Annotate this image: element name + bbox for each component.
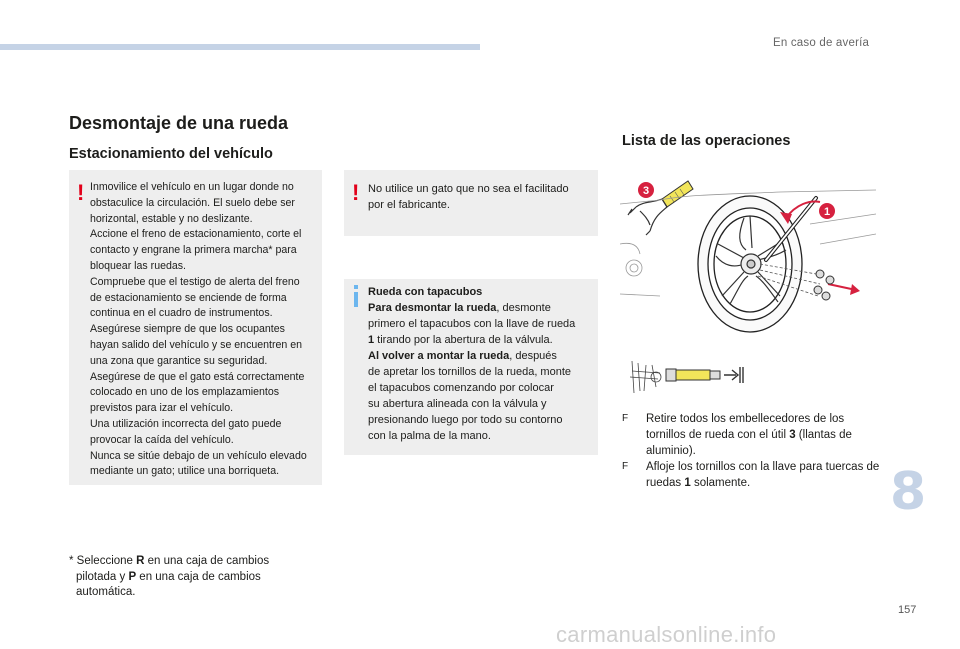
warning-line: una zona que garantice su seguridad.	[90, 354, 268, 367]
info-line	[368, 332, 596, 348]
page-number: 157	[898, 604, 917, 616]
footnote-line: automática.	[76, 586, 136, 598]
info-span: , después	[509, 350, 557, 362]
warning-line: obstaculice la circulación. El suelo debe ser	[90, 196, 295, 209]
wheel-wrench-illustration	[620, 184, 876, 334]
page-title: Desmontaje de una rueda	[69, 113, 289, 133]
info-bold: Para desmontar la rueda	[368, 302, 497, 314]
info-bold: 1	[368, 334, 375, 346]
warning-line: colocado en uno de los emplazamientos	[90, 386, 280, 399]
callout-1-label: 1	[823, 206, 831, 218]
operation-step	[622, 459, 880, 491]
footnote-span: en una caja de cambios	[144, 555, 270, 567]
extension-tool-illustration	[628, 357, 750, 397]
footnote	[69, 554, 299, 601]
info-title: Rueda con tapacubos	[368, 286, 483, 298]
subtitle-operations: Lista de las operaciones	[622, 133, 791, 149]
bullet-icon: F	[622, 461, 629, 472]
operation-text: (llantas de aluminio).	[646, 429, 852, 457]
warning-line: Accione el freno de estacionamiento, corte el	[90, 228, 302, 241]
warning-line: de estacionamiento se enciende de forma	[90, 291, 287, 304]
operations-list	[622, 411, 880, 491]
info-line	[368, 348, 596, 364]
info-span: tirando por la abertura de la válvula.	[374, 334, 553, 346]
footnote-star: *	[69, 555, 74, 567]
warning-line: Asegúrese siempre de que los ocupantes	[90, 323, 285, 336]
callout-3-label: 3	[642, 185, 650, 197]
warning-icon: !	[352, 180, 360, 205]
info-line: su abertura alineada con la válvula y	[368, 398, 547, 410]
operation-ref: 3	[789, 429, 796, 441]
footnote-bold: R	[136, 555, 145, 567]
info-box-hubcap	[344, 279, 598, 455]
info-line	[368, 300, 596, 316]
warning-box-jack	[344, 170, 598, 236]
warning-text-parking	[90, 180, 320, 480]
warning-line: Asegúrese de que el gato está correctamente	[90, 370, 305, 383]
info-line: primero el tapacubos con la llave de rueda	[368, 318, 576, 330]
warning-line: hayan salido del vehículo y se encuentren en	[90, 338, 303, 351]
info-line: el tapacubos comenzando por colocar	[368, 382, 554, 394]
header-bar	[0, 44, 480, 50]
footnote-line	[69, 554, 299, 570]
warning-line: por el fabricante.	[368, 199, 450, 211]
warning-line: contacto y engrane la primera marcha* para	[90, 244, 297, 257]
operation-text: Retire todos los embellecedores de los tornillos de rueda con el útil	[646, 413, 845, 441]
warning-line: continua en el cuadro de instrumentos.	[90, 307, 273, 320]
footnote-line	[69, 570, 299, 586]
info-span: , desmonte	[496, 302, 551, 314]
info-icon	[354, 292, 358, 307]
subtitle-parking: Estacionamiento del vehículo	[69, 146, 273, 162]
chapter-number: 8	[890, 462, 927, 522]
warning-icon: !	[77, 180, 85, 205]
operation-step	[622, 411, 880, 459]
warning-line: Nunca se sitúe debajo de un vehículo elevado	[90, 449, 307, 462]
operation-text: solamente.	[690, 477, 751, 489]
warning-line: mediante un gato; utilice una borriqueta.	[90, 465, 280, 478]
warning-line: Compruebe que el testigo de alerta del freno	[90, 275, 300, 288]
warning-line: previstos para izar el vehículo.	[90, 402, 234, 415]
warning-text-jack	[368, 181, 594, 213]
footnote-span: en una caja de cambios	[136, 570, 261, 583]
warning-line: horizontal, estable y no deslizante.	[90, 212, 253, 225]
footnote-span: Seleccione	[73, 555, 137, 567]
info-bold: Al volver a montar la rueda	[368, 350, 510, 362]
warning-line: bloquear las ruedas.	[90, 259, 186, 272]
info-line: con la palma de la mano.	[368, 430, 491, 442]
operation-ref: 1	[684, 477, 691, 489]
operation-text: Afloje los tornillos con la llave para tuercas de ruedas	[646, 461, 880, 489]
warning-line: Inmovilice el vehículo en un lugar donde no	[90, 181, 294, 193]
info-line: presionando luego por todo su contorno	[368, 414, 563, 426]
info-text	[368, 284, 596, 444]
watermark: carmanualsonline.info	[556, 622, 777, 647]
warning-box-parking	[69, 170, 322, 485]
info-line: de apretar los tornillos de la rueda, monte	[368, 366, 572, 378]
footnote-bold: P	[128, 570, 137, 583]
section-title: En caso de avería	[773, 37, 870, 49]
warning-line: No utilice un gato que no sea el facilitado	[368, 183, 569, 195]
bullet-icon: F	[622, 413, 629, 424]
warning-line: provocar la caída del vehículo.	[90, 433, 234, 446]
footnote-span: pilotada y	[76, 570, 129, 583]
warning-line: Una utilización incorrecta del gato puede	[90, 417, 282, 430]
